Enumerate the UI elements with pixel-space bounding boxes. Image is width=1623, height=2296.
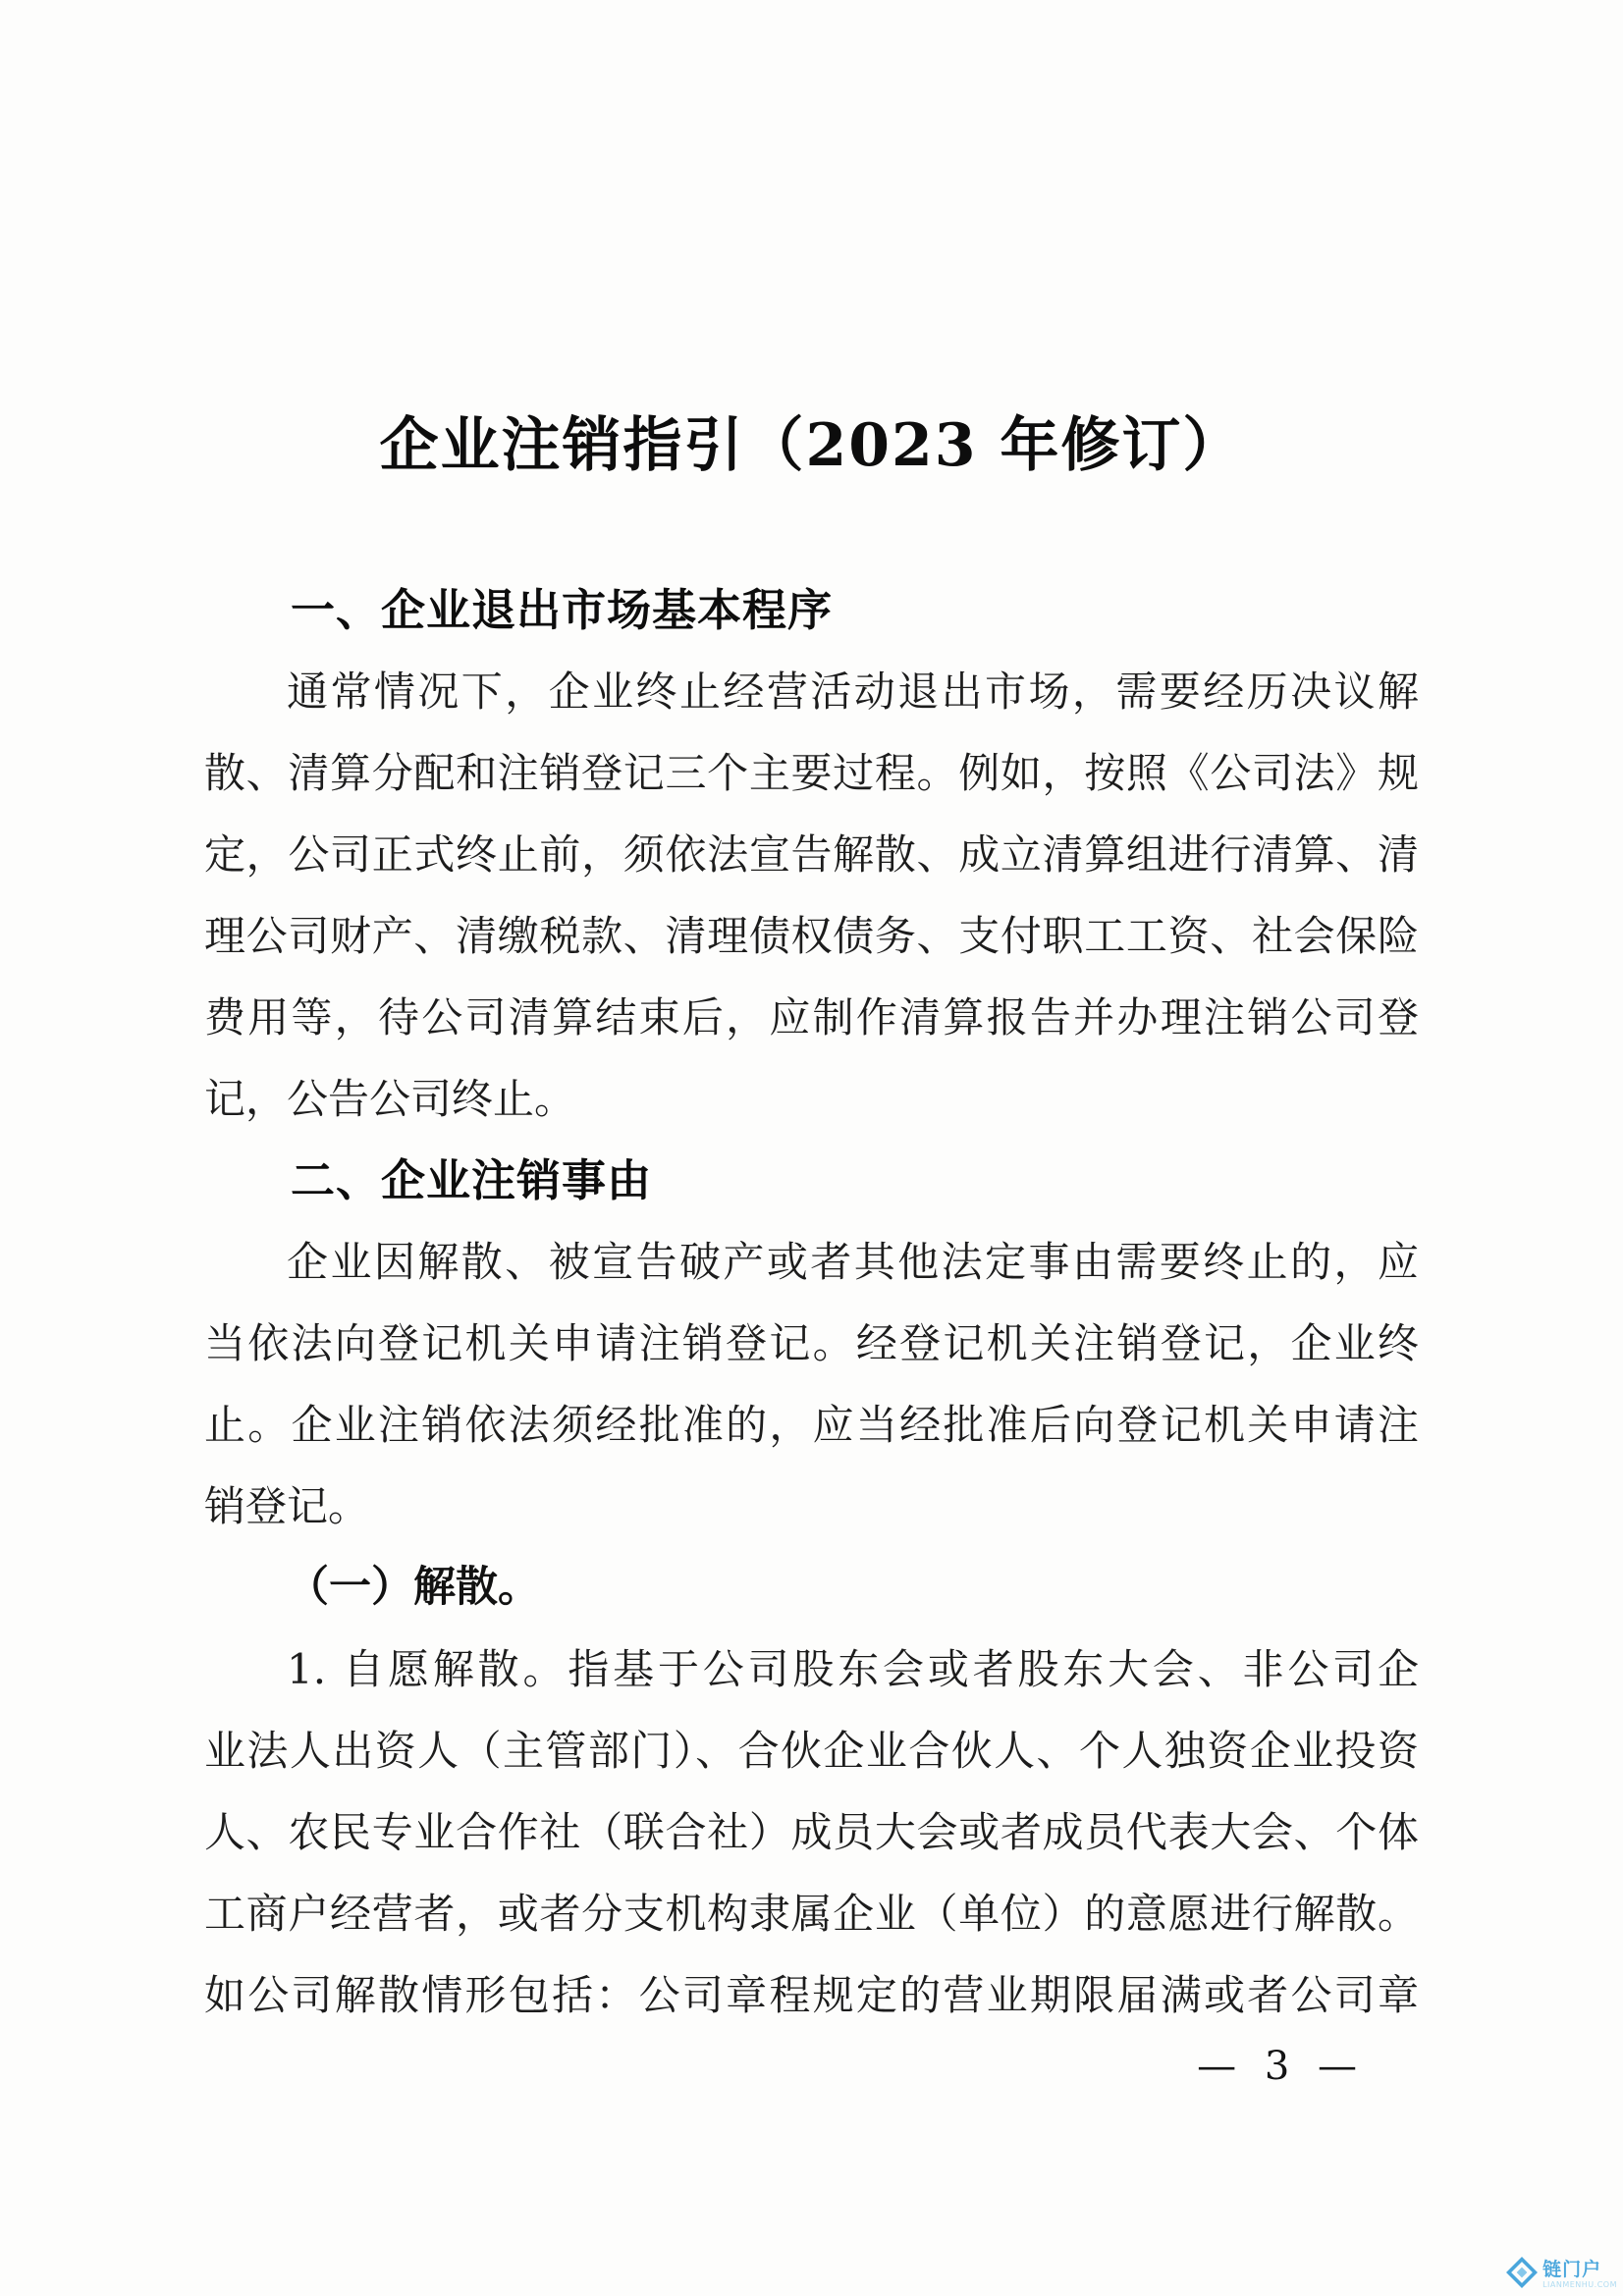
paragraph-2-line: 当依法向登记机关申请注销登记。经登记机关注销登记，企业终 [204,1319,1419,1367]
section-heading-2: 二、企业注销事由 [291,1154,653,1206]
document-body [204,569,1419,2036]
watermark-brand-name: 链门户 [1542,2258,1602,2280]
watermark-text [1542,2258,1617,2289]
paragraph-3-line: 业法人出资人（主管部门）、合伙企业合伙人、个人独资企业投资 [204,1727,1419,1775]
paragraph-3-line: 人、农民专业合作社（联合社）成员大会或者成员代表大会、个体 [204,1808,1419,1856]
page-number: — 3 — [1197,2044,1365,2089]
paragraph-2-line: 销登记。 [204,1482,370,1530]
paragraph-1-line: 散、清算分配和注销登记三个主要过程。例如，按照《公司法》规 [204,749,1419,797]
paragraph-1-line: 记，公告公司终止。 [204,1075,576,1123]
paragraph-3-line: 1. 自愿解散。指基于公司股东会或者股东大会、非公司企 [287,1645,1419,1693]
document-title: 企业注销指引（2023 年修订） [379,411,1244,480]
watermark-brand-domain: LIANMENHU.COM [1542,2279,1617,2289]
section-heading-1: 一、企业退出市场基本程序 [291,584,834,636]
paragraph-1-line: 理公司财产、清缴税款、清理债权债务、支付职工工资、社会保险 [204,912,1419,960]
paragraph-2-line: 止。企业注销依法须经批准的，应当经批准后向登记机关申请注 [204,1401,1419,1449]
paragraph-3-line: 如公司解散情形包括：公司章程规定的营业期限届满或者公司章 [204,1971,1419,2019]
sub-heading-dissolution: （一）解散。 [287,1563,540,1612]
paragraph-1-line: 费用等，待公司清算结束后，应制作清算报告并办理注销公司登 [204,993,1419,1041]
site-watermark [1506,2257,1617,2292]
paragraph-2-line: 企业因解散、被宣告破产或者其他法定事由需要终止的，应 [287,1238,1419,1286]
paragraph-1-line: 通常情况下，企业终止经营活动退出市场，需要经历决议解 [287,667,1419,716]
paragraph-1-line: 定，公司正式终止前，须依法宣告解散、成立清算组进行清算、清 [204,830,1419,879]
diamond-logo-icon [1506,2257,1538,2292]
paragraph-3-line: 工商户经营者，或者分支机构隶属企业（单位）的意愿进行解散。 [204,1890,1419,1938]
